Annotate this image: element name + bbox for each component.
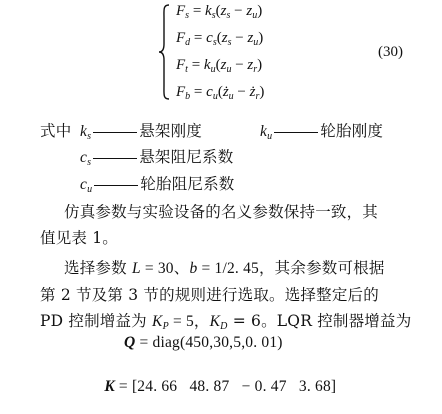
definition-ku: $k_u$ 轮胎刚度 (260, 122, 384, 142)
paragraph-1-line-1: 仿真参数与实验设备的名义参数保持一致，其 (64, 203, 379, 221)
left-brace (158, 4, 170, 100)
definition-cu: $c_u$ 轮胎阻尼系数 (80, 175, 235, 195)
equation-number: (30) (378, 44, 403, 60)
paragraph-2-line-1: 选择参数 L = 30、b = 1/2. 45，其余参数可根据 (64, 259, 385, 277)
paragraph-2-line-3: PD 控制增益为 $K_P = 5$，$K_D = 6$。LQR 控制器增益为 (40, 312, 412, 332)
paragraph-1-line-2: 值见表 1。 (40, 229, 118, 247)
equation-line-1: $F_s = k_s(z_s - z_u)$ (176, 3, 263, 21)
definition-cs: $c_s$ 悬架阻尼系数 (80, 148, 234, 168)
equation-line-2: $F_d = c_s(z_s - z_u)$ (176, 30, 264, 48)
equation-line-4: $F_b$ = $c_u(ż_u$ − $ż_r$) (176, 84, 265, 102)
definition-ks: $k_s$ 悬架刚度 (80, 122, 202, 142)
paragraph-2-line-2: 第 2 节及第 3 节的规则进行选取。选择整定后的 (40, 286, 379, 304)
q-matrix: Q = diag(450,30,5,0. 01) (124, 334, 283, 351)
equation-line-3: $F_t = k_u(z_u - z_r)$ (176, 57, 263, 75)
k-matrix: K = [24. 66 48. 87 − 0. 47 3. 68] (104, 378, 337, 395)
definitions-intro: 式中 (40, 122, 72, 140)
